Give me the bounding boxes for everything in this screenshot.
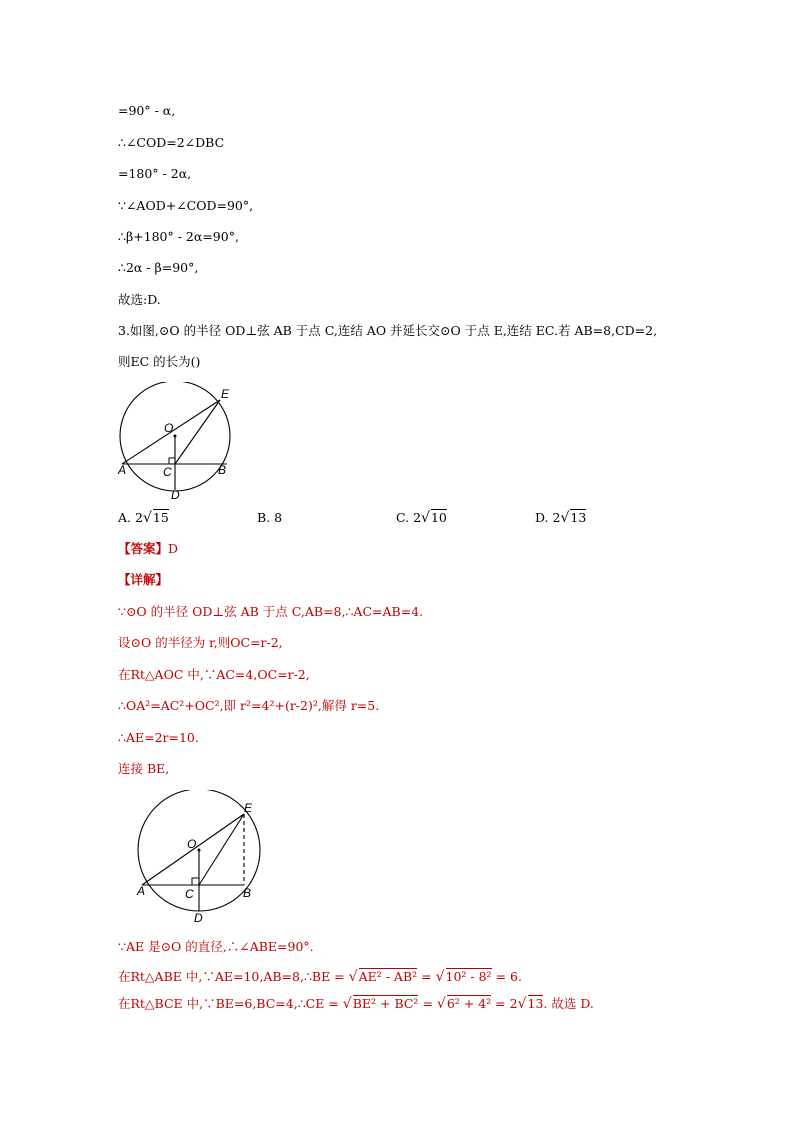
option-d-radicand: 13	[570, 510, 587, 525]
be-result: = 6.	[495, 969, 522, 984]
label-c: C	[163, 465, 172, 479]
question-text: 则EC 的长为()	[118, 354, 201, 369]
right-angle-mark	[169, 458, 175, 464]
be-prefix: 在Rt△ABE 中,∵AE=10,AB=8,∴BE =	[118, 969, 345, 984]
label-o: O	[164, 421, 174, 435]
solution-line: ∵∠AOD+∠COD=90°,	[118, 198, 254, 213]
detail-line: 在Rt△AOC 中,∵AC=4,OC=r-2,	[118, 667, 310, 682]
label-d: D	[171, 488, 180, 502]
detail-line: 连接 BE,	[118, 761, 170, 776]
answer-line	[118, 541, 178, 557]
detail-line: ∵AE 是⊙O 的直径,∴∠ABE=90°.	[118, 939, 314, 954]
solution-line: 故选:D.	[118, 292, 161, 307]
ce-radicand-2: 6² + 4²	[446, 996, 492, 1011]
detail-line: ∴AE=2r=10.	[118, 730, 199, 745]
option-d	[535, 510, 586, 526]
option-c	[396, 510, 447, 526]
label-o: O	[187, 837, 197, 851]
option-b-label: B.	[257, 510, 271, 525]
detail-heading: 【详解】	[118, 572, 169, 587]
label-b: B	[218, 463, 227, 477]
line-ec	[199, 814, 244, 885]
sqrt-icon: √	[517, 996, 527, 1012]
ce-radicand-1: BE² + BC²	[352, 996, 419, 1011]
detail-line: ∵⊙O 的半径 OD⊥弦 AB 于点 C,AB=8,∴AC=AB=4.	[118, 604, 424, 619]
detail-line-be	[118, 969, 522, 985]
option-d-label: D.	[535, 510, 549, 525]
question-figure	[112, 382, 242, 502]
detail-line: ∴OA²=AC²+OC²,即 r²=4²+(r-2)²,解得 r=5.	[118, 698, 380, 713]
option-d-coef: 2	[552, 510, 561, 525]
option-a-coef: 2	[135, 510, 143, 525]
ce-equals: =	[422, 996, 433, 1011]
sqrt-icon: √	[421, 510, 430, 526]
center-point	[174, 435, 177, 438]
option-c-coef: 2	[413, 510, 422, 525]
be-radicand-2: 10² - 8²	[445, 969, 492, 984]
sqrt-icon: √	[560, 510, 570, 526]
detail-line: 设⊙O 的半径为 r,则OC=r-2,	[118, 635, 283, 650]
be-radicand-1: AE² - AB²	[358, 969, 418, 984]
solution-line: =180° - 2α,	[118, 166, 192, 181]
label-e: E	[244, 801, 253, 815]
detail-figure	[132, 790, 280, 926]
line-ec	[175, 400, 220, 464]
ce-coef: = 2	[495, 996, 518, 1011]
option-a	[118, 510, 169, 526]
label-b: B	[243, 886, 252, 900]
sqrt-icon: √	[435, 969, 445, 985]
sqrt-icon: √	[142, 510, 152, 526]
solution-line: =90° - α,	[118, 103, 176, 118]
ce-radicand-3: 13	[527, 996, 544, 1011]
answer-heading: 【答案】	[118, 541, 169, 556]
solution-line: ∴β+180° - 2α=90°,	[118, 229, 239, 244]
sqrt-icon: √	[436, 996, 446, 1012]
ce-prefix: 在Rt△BCE 中,∵BE=6,BC=4,∴CE =	[118, 996, 339, 1011]
sqrt-icon: √	[342, 996, 352, 1012]
option-b	[257, 510, 282, 526]
label-a: A	[137, 884, 146, 898]
detail-line-ce	[118, 996, 594, 1012]
option-b-value: 8	[274, 510, 283, 525]
right-angle-mark	[192, 878, 199, 885]
label-d: D	[194, 911, 203, 925]
option-c-radicand: 10	[430, 510, 447, 525]
option-a-label: A.	[118, 510, 132, 525]
be-equals: =	[421, 969, 432, 984]
label-c: C	[185, 887, 194, 901]
label-a: A	[118, 463, 127, 477]
solution-line: ∴∠COD=2∠DBC	[118, 135, 225, 150]
answer-value: D	[168, 541, 179, 556]
question-text: 3.如图,⊙O 的半径 OD⊥弦 AB 于点 C,连结 AO 并延长交⊙O 于点 E,连结 EC.若 AB=8,CD=2,	[118, 323, 658, 338]
label-e: E	[221, 387, 230, 401]
sqrt-icon: √	[348, 969, 358, 985]
ce-end: . 故选 D.	[543, 996, 594, 1011]
solution-line: ∴2α - β=90°,	[118, 260, 199, 275]
center-point	[198, 849, 201, 852]
option-c-label: C.	[396, 510, 410, 525]
option-a-radicand: 15	[152, 510, 169, 525]
